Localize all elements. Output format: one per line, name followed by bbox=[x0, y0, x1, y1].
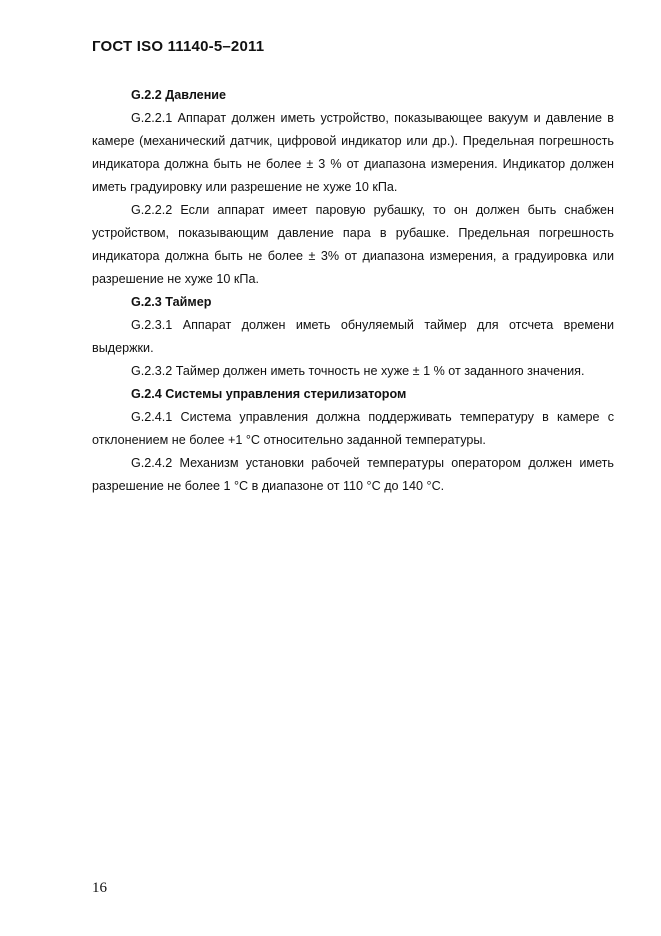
paragraph: G.2.2.2 Если аппарат имеет паровую рубашку, то он должен быть снабжен устройством, показывающим давление пара в рубашке. Предельная погрешность индикатора должна быть не более ± 3% от диапазона измерения, а градуировка или разрешение не хуже 10 кПа. bbox=[92, 203, 614, 286]
section-control-systems bbox=[92, 383, 614, 498]
section-pressure bbox=[92, 84, 614, 291]
section-heading: G.2.4 Системы управления стерилизатором bbox=[131, 387, 407, 401]
paragraph: G.2.4.2 Механизм установки рабочей температуры оператором должен иметь разрешение не более 1 °С в диапазоне от 110 °С до 140 °С. bbox=[92, 456, 614, 493]
document-header: ГОСТ ISO 11140-5–2011 bbox=[92, 38, 265, 55]
section-timer bbox=[92, 291, 614, 383]
document-body bbox=[92, 84, 614, 498]
paragraph: G.2.2.1 Аппарат должен иметь устройство, показывающее вакуум и давление в камере (механический датчик, цифровой индикатор или др.). Предельная погрешность индикатора должна быть не более ± 3 % от диапазона измерения. Индикатор должен иметь градуировку или разрешение не хуже 10 кПа. bbox=[92, 111, 614, 194]
section-heading: G.2.3 Таймер bbox=[131, 295, 212, 309]
paragraph: G.2.4.1 Система управления должна поддерживать температуру в камере с отклонением не более +1 °С относительно заданной температуры. bbox=[92, 410, 614, 447]
paragraph: G.2.3.1 Аппарат должен иметь обнуляемый таймер для отсчета времени выдержки. bbox=[92, 318, 614, 355]
page-number: 16 bbox=[92, 880, 107, 896]
section-heading: G.2.2 Давление bbox=[131, 88, 227, 102]
paragraph: G.2.3.2 Таймер должен иметь точность не хуже ± 1 % от заданного значения. bbox=[131, 364, 585, 378]
